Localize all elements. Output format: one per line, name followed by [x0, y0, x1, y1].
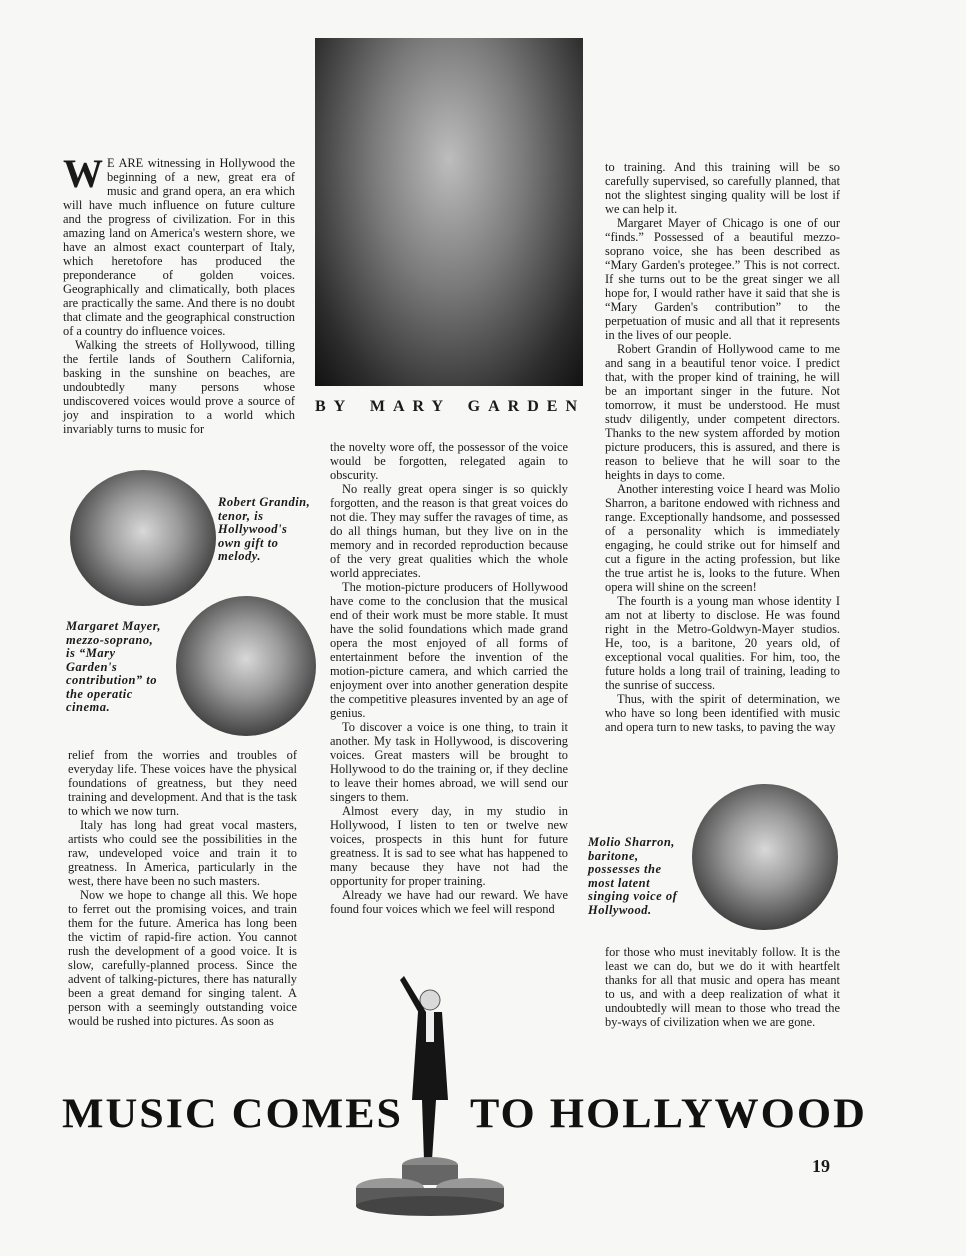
paragraph: Margaret Mayer of Chicago is one of our “finds.” Possessed of a beautiful mezzo-soprano voice, she has been described as “Mary Garden's protegee.” This is not correct. If she turns out to be the great singer we all hope for, I would rather have it said that she is “Mary Garden's contribution” to the perpetuation of music and all that it represents in the lives of our people. — [605, 216, 840, 342]
pedestal — [356, 1157, 504, 1216]
drop-cap: W — [63, 151, 103, 196]
paragraph: Now we hope to change all this. We hope to ferret out the promising voices, and train them for the future. America has long been the victim of rapid-fire action. You cannot rush the development of a good voice. It is slow, carefully-planned process. Since the advent of talking-pictures, there has naturally been a great demand for singing talent. A person with a seemingly outstanding voice would be rushed into pictures. As soon as — [68, 888, 297, 1028]
paragraph: Thus, with the spirit of determination, we who have so long been identified with music and opera turn to new tasks, to paving the way — [605, 692, 840, 734]
paragraph: Another interesting voice I heard was Molio Sharron, a baritone endowed with richness and range. Exceptionally handsome, and possessed of a personality which is immediately engaging, he could strike out for himself and cut a figure in the acting profession, but like the true artist he is, looks to the future. When opera will shine on the screen! — [605, 482, 840, 594]
paragraph: to training. And this training will be so carefully supervised, so carefully planned, that not the slightest singing quality will be lost if we can help it. — [605, 160, 840, 216]
headline-left: MUSIC COMES — [62, 1090, 404, 1137]
byline-word: BY — [315, 398, 354, 415]
page-number: 19 — [812, 1156, 830, 1176]
paragraph: E ARE witnessing in Hollywood the beginning of a new, great era of music and grand opera, an era which will have much influence on future culture and the progress of civilization. For in this amazing land on America's western shore, we have an almost exact counterpart of Italy, which heretofore has produced the preponderance of golden voices. Geographically and climatically, both places are practically the same. And there is no doubt that climate and the geographical construction of a country do influence voices. — [63, 156, 295, 338]
article-column-left-bottom — [68, 748, 297, 1028]
molio-sharron-photo — [692, 784, 838, 930]
article-column-left-top — [63, 151, 295, 436]
margaret-mayer-photo — [176, 596, 316, 736]
paragraph: for those who must inevitably follow. It is the least we can do, but we do it with heartfelt thanks for all that music and opera has meant to us, and with a deep realization of what it undoubtedly will mean to those who tread the by-ways of civilization when we are gone. — [605, 945, 840, 1029]
paragraph: Almost every day, in my studio in Hollywood, I listen to ten or twelve new voices, prospects in this hunt for future greatness. It is sad to see what has happened to many because they have not had the opportunity for proper training. — [330, 804, 568, 888]
article-column-right-bottom — [605, 945, 840, 1029]
byline-word: MARY — [369, 398, 452, 415]
caption-molio-sharron: Molio Sharron, baritone, possesses the most latent singing voice of Hollywood. — [588, 835, 678, 917]
paragraph: Walking the streets of Hollywood, tilling the fertile lands of Southern California, basking in the sunshine on beaches, are undoubtedly many persons whose undiscovered voices would prove a source of joy and inspiration to a world which invariably turns to music for — [63, 338, 295, 436]
article-column-right-top — [605, 160, 840, 734]
paragraph: Robert Grandin of Hollywood came to me and sang in a beautiful tenor voice. I predict that, with the proper kind of training, he will be an important singer in the future. Not tomorrow, it must be understood. He must studv diligently, under competent directors. Thanks to the new system afforded by motion picture producers, this is assured, and there is reason to believe that he will soar to the heights in days to come. — [605, 342, 840, 482]
paragraph: Italy has long had great vocal masters, artists who could see the possibilities in the raw, undeveloped voice and train it to greatness. In America, particularly in the west, there have been no such masters. — [68, 818, 297, 888]
byline — [315, 398, 585, 416]
paragraph: relief from the worries and troubles of everyday life. These voices have the physical foundations of greatness, but they need training and development. And that is the task to which we now turn. — [68, 748, 297, 818]
paragraph: Already we have had our reward. We have found four voices which we feel will respond — [330, 888, 568, 916]
mary-garden-portrait — [315, 38, 583, 386]
paragraph: The fourth is a young man whose identity I am not at liberty to disclose. He was found right in the Metro-Goldwyn-Mayer studios. He, too, is a baritone, 20 years old, of exceptional vocal qualities. For him, too, the future holds a long trail of training, leading to the sunrise of success. — [605, 594, 840, 692]
caption-robert-grandin: Robert Grandin, tenor, is Hollywood's own gift to melody. — [218, 495, 311, 563]
conductor-figure — [400, 976, 448, 1160]
paragraph: To discover a voice is one thing, to train it another. My task in Hollywood, is discovering voices. Great masters will be brought to Hollywood to do the training or, if they decline to leave their homes abroad, we will send our singers to them. — [330, 720, 568, 804]
robert-grandin-photo — [70, 470, 216, 606]
caption-margaret-mayer: Margaret Mayer, mezzo-soprano, is “Mary Garden's contribution” to the operatic cinema. — [66, 619, 161, 714]
paragraph: the novelty wore off, the possessor of the voice would be forgotten, relegated again to obscurity. — [330, 440, 568, 482]
paragraph: No really great opera singer is so quickly forgotten, and the reason is that great voices do not die. They may suffer the ravages of time, as do all things human, but they live on in the memory and in recorded reproduction because of the very great qualities which the whole world appreciates. — [330, 482, 568, 580]
article-column-middle — [330, 440, 568, 916]
byline-word: GARDEN — [467, 398, 585, 415]
headline-right: TO HOLLYWOOD — [470, 1090, 867, 1137]
paragraph: The motion-picture producers of Hollywood have come to the conclusion that the musical end of their work must be more stable. It must have the solid foundations which made grand opera the most enjoyed of all forms of entertainment before the invention of the motion-picture camera, and which carried the enjoyment over into another generation despite the competitive pleasures invented by an age of genius. — [330, 580, 568, 720]
